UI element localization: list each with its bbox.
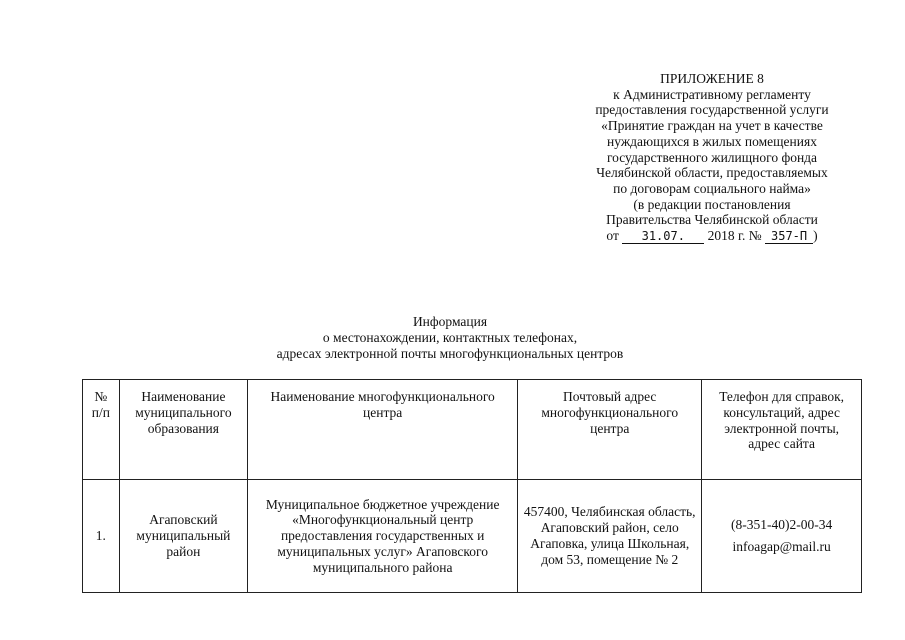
close-paren: ) [813, 228, 818, 244]
handwritten-number: 357-П [765, 229, 813, 244]
year-text: 2018 г. № [707, 228, 762, 244]
appendix-date-line [562, 228, 862, 244]
table-row [83, 480, 862, 593]
cell-postal-address: 457400, Челябинская область, Агаповский район, село Агаповка, улица Школьная, дом 53, помещение № 2 [518, 480, 702, 593]
table-header-row [83, 380, 862, 480]
header-municipality: Наименование муниципального образования [119, 380, 247, 480]
header-contacts: Телефон для справок, консультаций, адрес электронной почты, адрес сайта [702, 380, 862, 480]
appendix-header [562, 71, 862, 244]
header-center-name: Наименование многофункционального центра [248, 380, 518, 480]
mfc-info-table [82, 379, 862, 593]
appendix-line: ПРИЛОЖЕНИЕ 8 [660, 71, 764, 86]
appendix-line: предоставления государственной услуги [595, 102, 829, 118]
email-address: infoagap@mail.ru [732, 539, 831, 554]
cell-contacts [702, 480, 862, 593]
phone-number: (8-351-40)2-00-34 [731, 517, 833, 533]
cell-center-name: Муниципальное бюджетное учреждение «Многофункциональный центр предоставления государственных и муниципальных услуг» Агаповского муниципального района [248, 480, 518, 593]
date-prefix: от [606, 228, 619, 244]
appendix-line: Правительства Челябинской области [606, 212, 818, 228]
cell-number: 1. [83, 480, 120, 593]
cell-municipality: Агаповский муниципальный район [119, 480, 247, 593]
title-line: о местонахождении, контактных телефонах, [322, 330, 578, 345]
appendix-line: к Административному регламенту [613, 86, 811, 102]
document-title [180, 314, 720, 362]
appendix-line: нуждающихся в жилых помещениях [607, 133, 817, 149]
header-number: № п/п [83, 380, 120, 480]
header-postal-address: Почтовый адрес многофункционального центра [518, 380, 702, 480]
title-line: Информация [412, 314, 488, 329]
appendix-line: по договорам социального найма» [613, 180, 811, 196]
appendix-line: Челябинской области, предоставляемых [596, 165, 828, 181]
appendix-line: государственного жилищного фонда [606, 149, 818, 165]
handwritten-date: 31.07. [622, 229, 704, 244]
appendix-line: (в редакции постановления [633, 196, 791, 212]
title-line: адресах электронной почты многофункциональных центров [276, 346, 624, 361]
appendix-line: «Принятие граждан на учет в качестве [601, 118, 823, 134]
